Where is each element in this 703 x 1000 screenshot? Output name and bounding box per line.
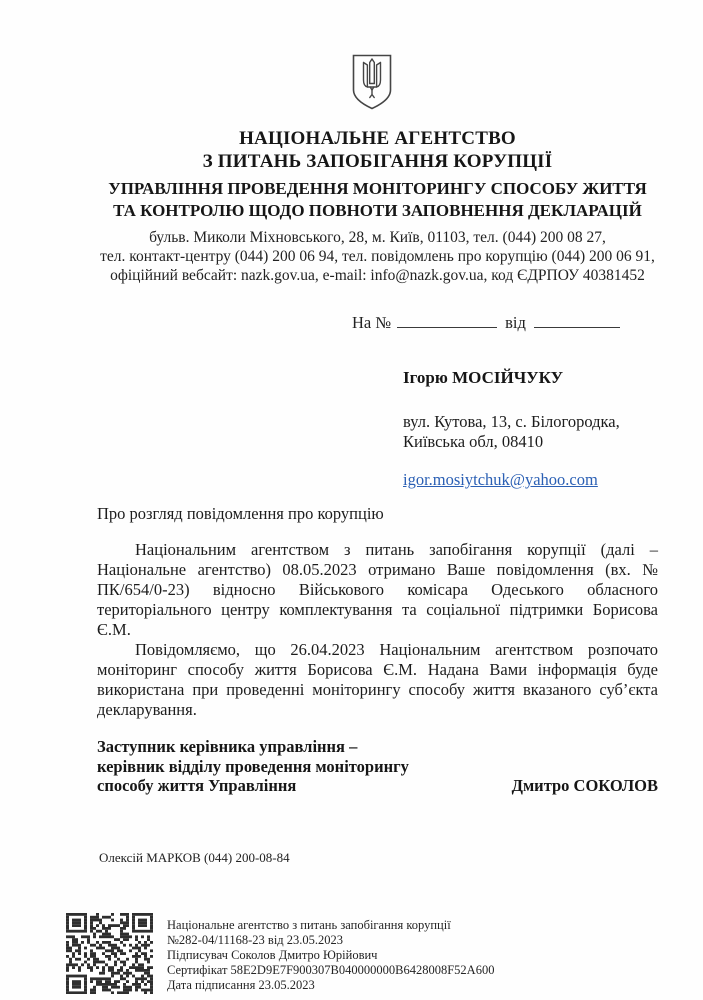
department-line2: ТА КОНТРОЛЮ ЩОДО ПОВНОТИ ЗАПОВНЕННЯ ДЕКЛАРАЦІЙ (113, 201, 642, 220)
recipient-email-row (403, 470, 663, 490)
org-name-heading (97, 127, 658, 173)
letter-subject: Про розгляд повідомлення про корупцію (97, 504, 384, 523)
department-heading (80, 178, 675, 222)
stamp-doc-number: №282-04/11168-23 від 23.05.2023 (167, 933, 344, 947)
recipient-address (403, 412, 663, 451)
recipient-address-line1: вул. Кутова, 13, с. Білогородка, (403, 412, 620, 431)
recipient-block (403, 368, 663, 490)
reference-na-label: На № (352, 313, 392, 332)
signer-name: Дмитро СОКОЛОВ (511, 776, 658, 795)
recipient-name: Ігорю МОСІЙЧУКУ (403, 368, 564, 387)
signature-block (97, 737, 658, 796)
letter-body (97, 540, 658, 720)
ukraine-trident-emblem-icon (350, 53, 394, 111)
reference-number-blank (397, 312, 497, 328)
qr-code-icon (66, 913, 153, 994)
stamp-signer-line: Підписувач Соколов Дмитро Юрійович (167, 948, 378, 962)
department-line1: УПРАВЛІННЯ ПРОВЕДЕННЯ МОНІТОРИНГУ СПОСОБУ ЖИТТЯ (108, 179, 647, 198)
esignature-details (167, 913, 494, 994)
stamp-certificate-line: Сертифікат 58E2D9E7F900307B040000000B6428008F52A600 (167, 963, 495, 977)
reference-number-line (352, 312, 620, 333)
recipient-email-link[interactable]: igor.mosiytchuk@yahoo.com (403, 470, 598, 489)
signer-position-line1: Заступник керівника управління – (97, 737, 358, 756)
org-contact-block (70, 228, 685, 285)
stamp-sign-date: Дата підписання 23.05.2023 (167, 978, 315, 992)
org-name-line1: НАЦІОНАЛЬНЕ АГЕНТСТВО (239, 128, 516, 149)
org-address-line1: бульв. Миколи Міхновського, 28, м. Київ, 01103, тел. (044) 200 08 27, (149, 229, 606, 246)
reference-vid-label: від (505, 313, 526, 332)
signer-position-line2: керівник відділу проведення моніторингу (97, 756, 409, 776)
recipient-address-line2: Київська обл, 08410 (403, 431, 544, 451)
body-paragraph-1: Національним агентством з питань запобігання корупції (далі – Національне агентство) 08.05.2023 отримано Ваше повідомлення (вх. № ПК/654/0-23) відносно Військового комісара Одеського обласного територіального центру комплектування та соціальної підтримки Борисова Є.М. (97, 540, 658, 639)
esignature-stamp (66, 913, 494, 994)
org-address-line3: офіційний вебсайт: nazk.gov.ua, e-mail: info@nazk.gov.ua, код ЄДРПОУ 40381452 (110, 267, 645, 284)
body-paragraph-2: Повідомляємо, що 26.04.2023 Національним агентством розпочато моніторинг способу життя Борисова Є.М. Надана Вами інформація буде використана при проведенні моніторингу способу життя вказаного суб’єкта декларування. (97, 640, 658, 719)
stamp-org-line: Національне агентство з питань запобігання корупції (167, 918, 451, 932)
signer-position-line3: способу життя Управління (97, 776, 297, 795)
org-address-line2: тел. контакт-центру (044) 200 06 94, тел. повідомлень про корупцію (044) 200 06 91, (100, 248, 655, 265)
executor-contact-line: Олексій МАРКОВ (044) 200-08-84 (99, 850, 290, 865)
org-name-line2: З ПИТАНЬ ЗАПОБІГАННЯ КОРУПЦІЇ (202, 151, 553, 172)
reference-date-blank (534, 312, 620, 328)
